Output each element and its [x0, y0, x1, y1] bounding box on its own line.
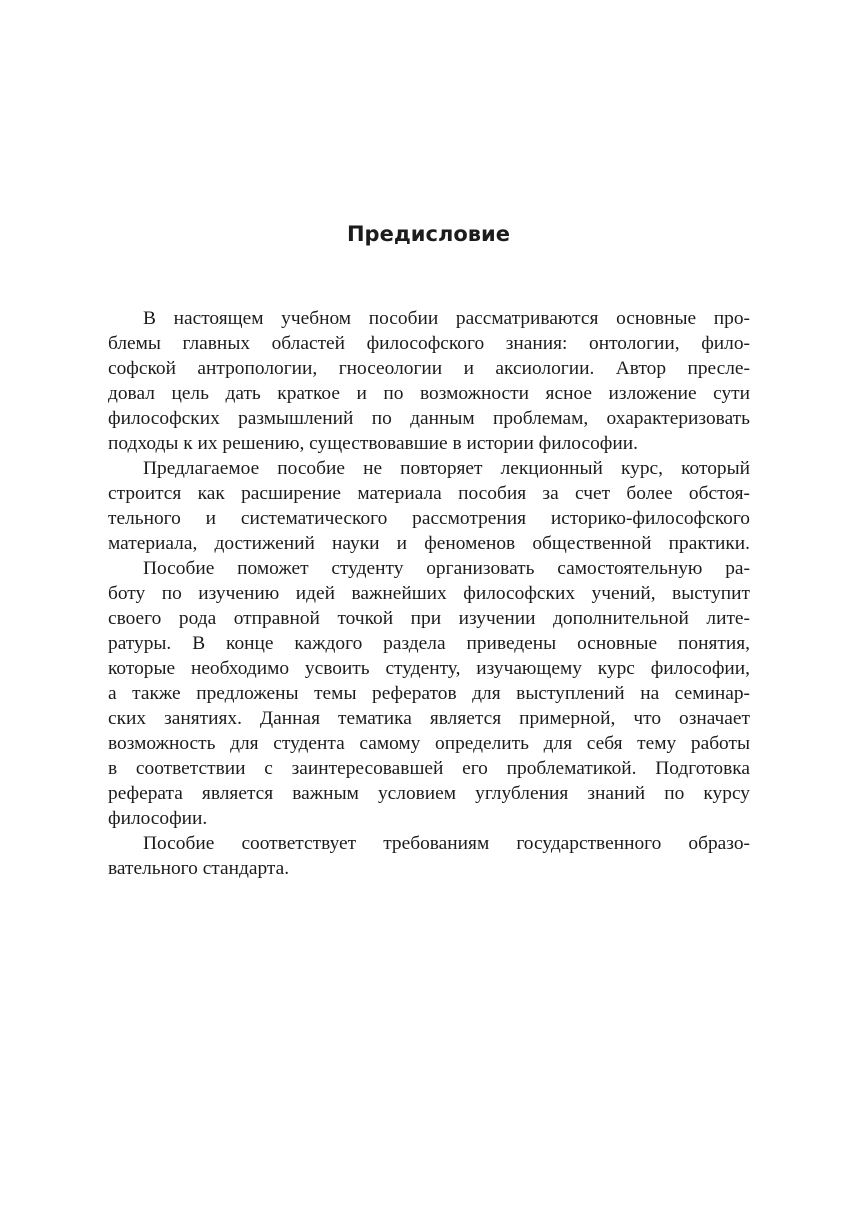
text-line: которые необходимо усвоить студенту, изучающему курс философии, — [108, 658, 750, 679]
text-line: строится как расширение материала пособия за счет более обстоя- — [108, 483, 750, 504]
paragraph-1 — [108, 306, 750, 456]
text-line: в соответствии с заинтересовавшей его проблематикой. Подготовка — [108, 758, 750, 779]
text-line: ских занятиях. Данная тематика является примерной, что означает — [108, 708, 750, 729]
text-line: возможность для студента самому определить для себя тему работы — [108, 733, 750, 754]
text-line: блемы главных областей философского знания: онтологии, фило- — [108, 333, 750, 354]
text-line: подходы к их решению, существовавшие в истории философии. — [108, 433, 638, 454]
text-line: ратуры. В конце каждого раздела приведены основные понятия, — [108, 633, 750, 654]
text-line: философии. — [108, 808, 208, 829]
text-line: В настоящем учебном пособии рассматриваются основные про- — [143, 308, 750, 329]
paragraph-2 — [108, 456, 750, 556]
text-line: Пособие поможет студенту организовать самостоятельную ра- — [143, 558, 750, 579]
text-line: реферата является важным условием углубления знаний по курсу — [108, 783, 750, 804]
page-title: Предисловие — [346, 222, 511, 246]
text-line: философских размышлений по данным проблемам, охарактеризовать — [108, 408, 750, 429]
text-line: своего рода отправной точкой при изучении дополнительной лите- — [108, 608, 750, 629]
text-line: тельного и систематического рассмотрения историко-философского — [108, 508, 750, 529]
paragraph-4 — [108, 831, 750, 881]
text-line: боту по изучению идей важнейших философских учений, выступит — [108, 583, 750, 604]
paragraph-3 — [108, 556, 750, 831]
text-line: Пособие соответствует требованиям государственного образо- — [143, 833, 750, 854]
text-line: софской антропологии, гносеологии и аксиологии. Автор пресле- — [108, 358, 750, 379]
text-line: Предлагаемое пособие не повторяет лекционный курс, который — [143, 458, 750, 479]
text-line: а также предложены темы рефератов для выступлений на семинар- — [108, 683, 750, 704]
text-line: довал цель дать краткое и по возможности ясное изложение сути — [108, 383, 750, 404]
text-line: вательного стандарта. — [108, 858, 290, 879]
text-line: материала, достижений науки и феноменов общественной практики. — [108, 533, 750, 554]
document-body — [108, 306, 750, 881]
